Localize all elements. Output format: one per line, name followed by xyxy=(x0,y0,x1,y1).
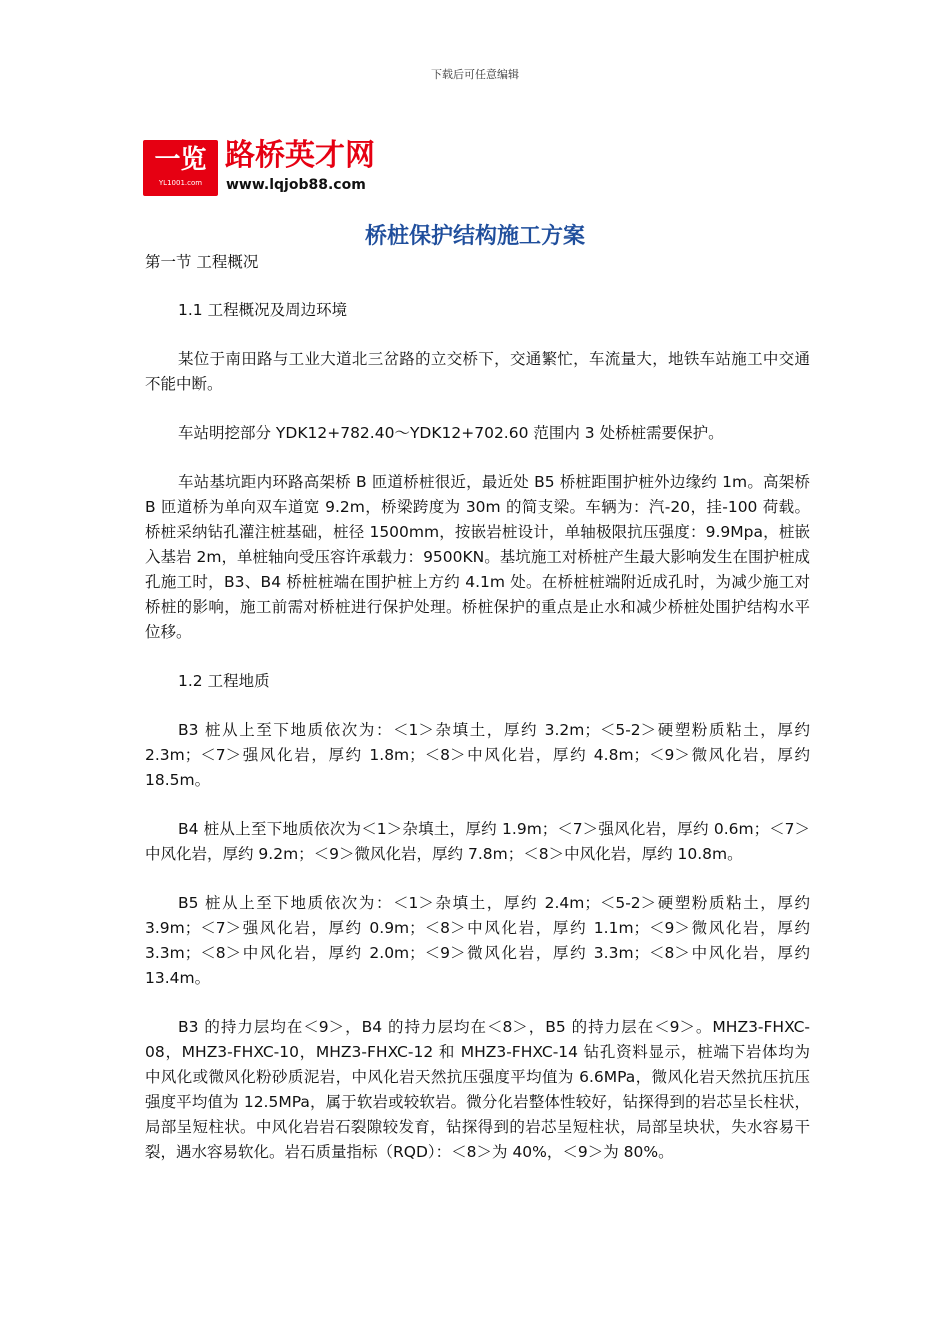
subsection-heading: 1.2 工程地质 xyxy=(178,672,270,690)
body-paragraph: B4 桩从上至下地质依次为＜1＞杂填土，厚约 1.9m；＜7＞强风化岩，厚约 0.6m；＜7＞中风化岩，厚约 9.2m；＜9＞微风化岩，厚约 7.8m；＜8＞中风化岩，厚约 10.8m。 xyxy=(145,820,810,863)
body-paragraph: B3 的持力层均在＜9＞，B4 的持力层均在＜8＞，B5 的持力层在＜9＞。MHZ3-FHXC-08，MHZ3-FHXC-10，MHZ3-FHXC-12 和 MHZ3-FHXC-14 钻孔资料显示，桩端下岩体均为中风化或微风化粉砂质泥岩，中风化岩天然抗压强度平均值为 6.6MPa，微风化岩天然抗压抗压强度平均值为 12.5MPa，属于软岩或较软岩。微分化岩整体性较好，钻探得到的岩芯呈长柱状，局部呈短柱状。中风化岩岩石裂隙较发育，钻探得到的岩芯呈短柱状，局部呈块状，失水容易干裂，遇水容易软化。岩石质量指标（RQD）：＜8＞为 40%，＜9＞为 80%。 xyxy=(145,1018,810,1161)
logo-mark xyxy=(143,140,218,196)
body-paragraph: 车站基坑距内环路高架桥 B 匝道桥桩很近，最近处 B5 桥桩距围护桩外边缘约 1m。高架桥 B 匝道桥为单向双车道宽 9.2m，桥梁跨度为 30m 的简支梁。车辆为：汽-20，挂-100 荷载。桥桩采纳钻孔灌注桩基础，桩径 1500mm，按嵌岩桩设计，单轴极限抗压强度：9.9Mpa，桩嵌入基岩 2m，单桩轴向受压容许承载力：9500KN。基坑施工对桥桩产生最大影响发生在围护桩成孔施工时，B3、B4 桥桩桩端在围护桩上方约 4.1m 处。在桥桩桩端附近成孔时，为减少施工对桥桩的影响，施工前需对桥桩进行保护处理。桥桩保护的重点是止水和减少桥桩处围护结构水平位移。 xyxy=(145,473,810,641)
subsection-heading: 1.1 工程概况及周边环境 xyxy=(178,301,348,319)
document-body xyxy=(145,250,810,1189)
body-paragraph: 车站明挖部分 YDK12+782.40～YDK12+702.60 范围内 3 处桥桩需要保护。 xyxy=(178,424,724,442)
body-paragraph: B5 桩从上至下地质依次为：＜1＞杂填土，厚约 2.4m；＜5-2＞硬塑粉质粘土，厚约 3.9m；＜7＞强风化岩，厚约 0.9m；＜8＞中风化岩，厚约 1.1m；＜9＞微风化岩，厚约 3.3m；＜8＞中风化岩，厚约 2.0m；＜9＞微风化岩，厚约 3.3m；＜8＞中风化岩，厚约 13.4m。 xyxy=(145,894,810,987)
body-paragraph: B3 桩从上至下地质依次为：＜1＞杂填土，厚约 3.2m；＜5-2＞硬塑粉质粘土，厚约 2.3m；＜7＞强风化岩，厚约 1.8m；＜8＞中风化岩，厚约 4.8m；＜9＞微风化岩，厚约 18.5m。 xyxy=(145,721,810,789)
document-title: 桥桩保护结构施工方案 xyxy=(364,224,585,249)
logo-site-name: 路桥英才网 xyxy=(225,138,375,173)
logo-site-url: www.lqjob88.com xyxy=(226,177,366,193)
section-heading: 第一节 工程概况 xyxy=(145,253,259,271)
body-paragraph: 某位于南田路与工业大道北三岔路的立交桥下，交通繁忙，车流量大，地铁车站施工中交通不能中断。 xyxy=(145,350,810,393)
header-note: 下载后可任意编辑 xyxy=(431,68,519,81)
logo-mark-subtext: YL1001.com xyxy=(158,179,203,187)
logo-mark-text: 一览 xyxy=(154,145,207,175)
site-logo xyxy=(143,140,388,196)
